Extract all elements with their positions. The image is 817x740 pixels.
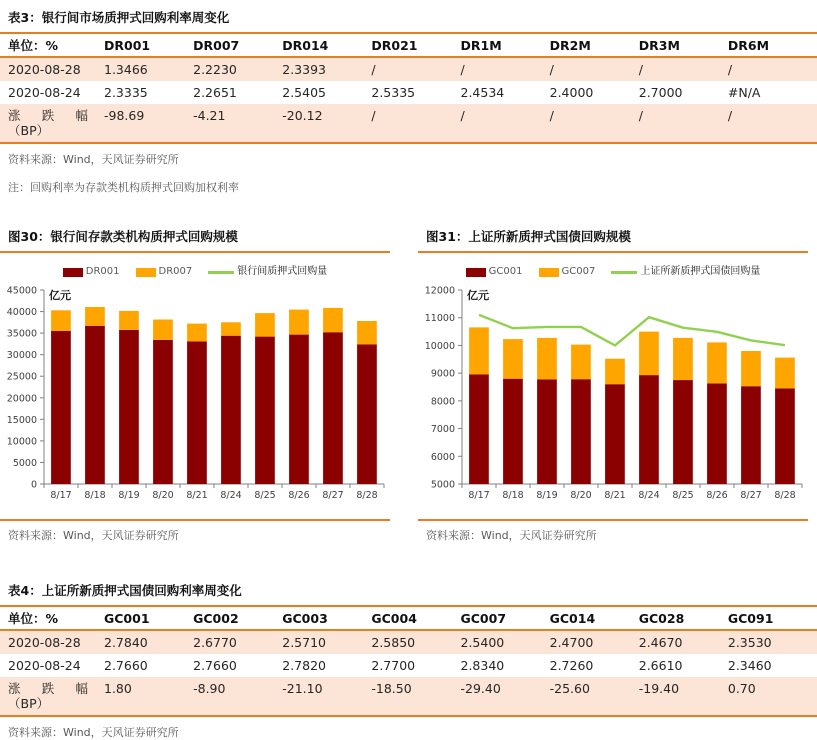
- svg-text:7000: 7000: [430, 424, 455, 436]
- table-row: [0, 654, 817, 677]
- figure30-legend: [0, 266, 390, 278]
- svg-text:8/18: 8/18: [84, 490, 106, 501]
- column-header-cell: DR3M: [638, 38, 680, 53]
- svg-text:35000: 35000: [6, 328, 37, 340]
- value-cell: -4.21: [193, 108, 226, 123]
- value-cell: 2.7660: [104, 658, 148, 673]
- legend-label: GC007: [561, 266, 596, 277]
- column-header-cell: DR1M: [460, 38, 502, 53]
- figure30-title: 图30：银行间存款类机构质押式回购规模: [0, 221, 390, 253]
- legend-label: DR007: [158, 266, 193, 277]
- value-cell: /: [727, 62, 733, 77]
- table4-grid: [0, 607, 817, 717]
- value-cell: 2.3393: [282, 62, 326, 77]
- value-cell: 2.8340: [460, 658, 505, 673]
- charts-row: [0, 221, 817, 543]
- svg-text:8/27: 8/27: [740, 490, 762, 501]
- svg-text:45000: 45000: [6, 285, 37, 297]
- legend-swatch-gc001-icon: [466, 268, 486, 277]
- svg-text:亿元: 亿元: [49, 289, 71, 302]
- svg-text:40000: 40000: [6, 307, 37, 319]
- value-cell: -8.90: [193, 681, 226, 696]
- value-cell: 2.7700: [371, 658, 416, 673]
- unit-header-cell: 单位：%: [8, 38, 59, 53]
- table-row: [0, 104, 817, 142]
- table-row: [0, 677, 817, 715]
- table4-section: [0, 573, 817, 740]
- column-header-cell: DR021: [371, 38, 418, 53]
- svg-text:8/20: 8/20: [570, 490, 592, 501]
- column-header-cell: DR014: [282, 38, 329, 53]
- svg-text:8/19: 8/19: [118, 490, 140, 501]
- column-header-cell: GC014: [549, 611, 596, 626]
- row-label: 涨 跌 幅 （BP）: [8, 108, 88, 138]
- value-cell: 2.4670: [638, 635, 683, 650]
- table-row: [0, 631, 817, 654]
- svg-text:12000: 12000: [424, 285, 455, 297]
- svg-text:8/20: 8/20: [152, 490, 174, 501]
- value-cell: 2.5850: [371, 635, 416, 650]
- table-row: [0, 58, 817, 81]
- figure31-title: 图31：上证所新质押式国债回购规模: [418, 221, 808, 253]
- column-header-cell: GC003: [282, 611, 328, 626]
- value-cell: 2.2230: [193, 62, 237, 77]
- svg-text:8/24: 8/24: [638, 490, 660, 501]
- svg-text:15000: 15000: [6, 414, 37, 426]
- figure31-chart: [418, 280, 808, 508]
- value-cell: /: [371, 108, 376, 123]
- svg-text:8/21: 8/21: [186, 490, 208, 501]
- table3-section: [0, 0, 817, 195]
- legend-swatch-dr007-icon: [136, 268, 156, 277]
- value-cell: 2.3460: [727, 658, 772, 673]
- svg-text:5000: 5000: [12, 457, 37, 469]
- table4-source: 资料来源：Wind，天风证券研究所: [8, 726, 179, 739]
- legend-swatch-gc007-icon: [539, 268, 559, 277]
- value-cell: 2.6610: [638, 658, 683, 673]
- figure30: [0, 221, 390, 543]
- unit-header-cell: 单位：%: [8, 611, 59, 626]
- svg-text:10000: 10000: [424, 340, 455, 352]
- svg-text:20000: 20000: [6, 393, 37, 405]
- svg-text:8/19: 8/19: [536, 490, 558, 501]
- value-cell: #N/A: [727, 85, 761, 100]
- value-cell: /: [638, 62, 643, 77]
- legend-item: [466, 266, 523, 278]
- column-header-cell: DR2M: [549, 38, 591, 53]
- svg-text:8/24: 8/24: [220, 490, 242, 501]
- table3-title: 表3：银行间市场质押式回购利率周变化: [0, 0, 817, 34]
- value-cell: -20.12: [282, 108, 323, 123]
- row-label: 2020-08-24: [8, 85, 81, 100]
- legend-label: DR001: [85, 266, 120, 277]
- legend-label: GC001: [488, 266, 523, 277]
- value-cell: -21.10: [282, 681, 323, 696]
- svg-text:8000: 8000: [430, 396, 455, 408]
- column-header-cell: GC007: [460, 611, 507, 626]
- svg-text:8/26: 8/26: [288, 490, 310, 501]
- svg-text:25000: 25000: [6, 371, 37, 383]
- svg-text:8/17: 8/17: [50, 490, 72, 501]
- svg-text:11000: 11000: [424, 313, 455, 325]
- table3-note: 注：回购利率为存款类机构质押式回购加权利率: [8, 181, 239, 194]
- value-cell: /: [549, 62, 554, 77]
- svg-text:10000: 10000: [6, 436, 37, 448]
- svg-text:30000: 30000: [6, 350, 37, 362]
- value-cell: 2.5335: [371, 85, 416, 100]
- value-cell: 2.5400: [460, 635, 505, 650]
- figure30-chart: [0, 280, 390, 508]
- value-cell: 2.3530: [727, 635, 772, 650]
- column-header-cell: GC001: [104, 611, 150, 626]
- svg-text:9000: 9000: [430, 368, 455, 380]
- legend-line-swatch-icon: [611, 271, 637, 274]
- svg-text:亿元: 亿元: [467, 289, 489, 302]
- legend-line-swatch-icon: [208, 271, 234, 274]
- value-cell: 2.7660: [193, 658, 237, 673]
- figure31-legend: [418, 266, 808, 278]
- column-header-cell: DR007: [193, 38, 240, 53]
- value-cell: 2.7820: [282, 658, 326, 673]
- svg-text:8/17: 8/17: [468, 490, 490, 501]
- value-cell: /: [371, 62, 376, 77]
- figure31: [418, 221, 808, 543]
- legend-item: [611, 266, 760, 278]
- table4-title: 表4：上证所新质押式国债回购利率周变化: [0, 573, 817, 607]
- value-cell: /: [460, 62, 465, 77]
- legend-item: [136, 266, 193, 278]
- column-header-cell: GC091: [727, 611, 774, 626]
- table-row: [0, 81, 817, 104]
- svg-text:0: 0: [30, 479, 37, 491]
- value-cell: 1.3466: [104, 62, 148, 77]
- svg-text:8/18: 8/18: [502, 490, 524, 501]
- value-cell: 0.70: [727, 681, 756, 696]
- row-label: 2020-08-24: [8, 658, 81, 673]
- value-cell: 1.80: [104, 681, 132, 696]
- column-header-cell: GC002: [193, 611, 239, 626]
- value-cell: -29.40: [460, 681, 501, 696]
- table-header-row: [0, 34, 817, 58]
- svg-text:8/28: 8/28: [774, 490, 796, 501]
- svg-text:8/27: 8/27: [322, 490, 344, 501]
- svg-text:8/25: 8/25: [254, 490, 276, 501]
- value-cell: 2.6770: [193, 635, 237, 650]
- svg-text:8/21: 8/21: [604, 490, 626, 501]
- value-cell: 2.4000: [549, 85, 594, 100]
- svg-text:8/26: 8/26: [706, 490, 728, 501]
- legend-label: 上证所新质押式国债回购量: [640, 266, 761, 277]
- figure30-source: 资料来源：Wind，天风证券研究所: [0, 519, 390, 543]
- column-header-cell: DR001: [104, 38, 151, 53]
- value-cell: /: [727, 108, 733, 123]
- legend-item: [63, 266, 120, 278]
- legend-swatch-dr001-icon: [63, 268, 83, 277]
- row-label: 2020-08-28: [8, 635, 81, 650]
- value-cell: 2.7000: [638, 85, 683, 100]
- row-label: 2020-08-28: [8, 62, 81, 77]
- legend-item: [539, 266, 596, 278]
- svg-text:5000: 5000: [430, 479, 455, 491]
- legend-label: 银行间质押式回购量: [237, 266, 328, 277]
- legend-item: [208, 266, 327, 278]
- value-cell: 2.5710: [282, 635, 326, 650]
- value-cell: 2.7260: [549, 658, 594, 673]
- row-label: 涨 跌 幅 （BP）: [8, 681, 88, 711]
- value-cell: /: [549, 108, 554, 123]
- value-cell: /: [460, 108, 465, 123]
- value-cell: 2.3335: [104, 85, 148, 100]
- value-cell: -25.60: [549, 681, 590, 696]
- value-cell: 2.4700: [549, 635, 594, 650]
- table3-grid: [0, 34, 817, 144]
- value-cell: -18.50: [371, 681, 412, 696]
- svg-text:8/28: 8/28: [356, 490, 378, 501]
- table-header-row: [0, 607, 817, 631]
- column-header-cell: GC004: [371, 611, 417, 626]
- value-cell: -19.40: [638, 681, 680, 696]
- svg-text:8/25: 8/25: [672, 490, 694, 501]
- value-cell: 2.4534: [460, 85, 505, 100]
- svg-text:6000: 6000: [430, 451, 455, 463]
- figure31-source: 资料来源：Wind，天风证券研究所: [418, 519, 808, 543]
- value-cell: 2.5405: [282, 85, 326, 100]
- column-header-cell: DR6M: [727, 38, 770, 53]
- value-cell: -98.69: [104, 108, 145, 123]
- value-cell: 2.7840: [104, 635, 148, 650]
- value-cell: 2.2651: [193, 85, 237, 100]
- column-header-cell: GC028: [638, 611, 685, 626]
- table3-source: 资料来源：Wind，天风证券研究所: [8, 153, 179, 166]
- value-cell: /: [638, 108, 643, 123]
